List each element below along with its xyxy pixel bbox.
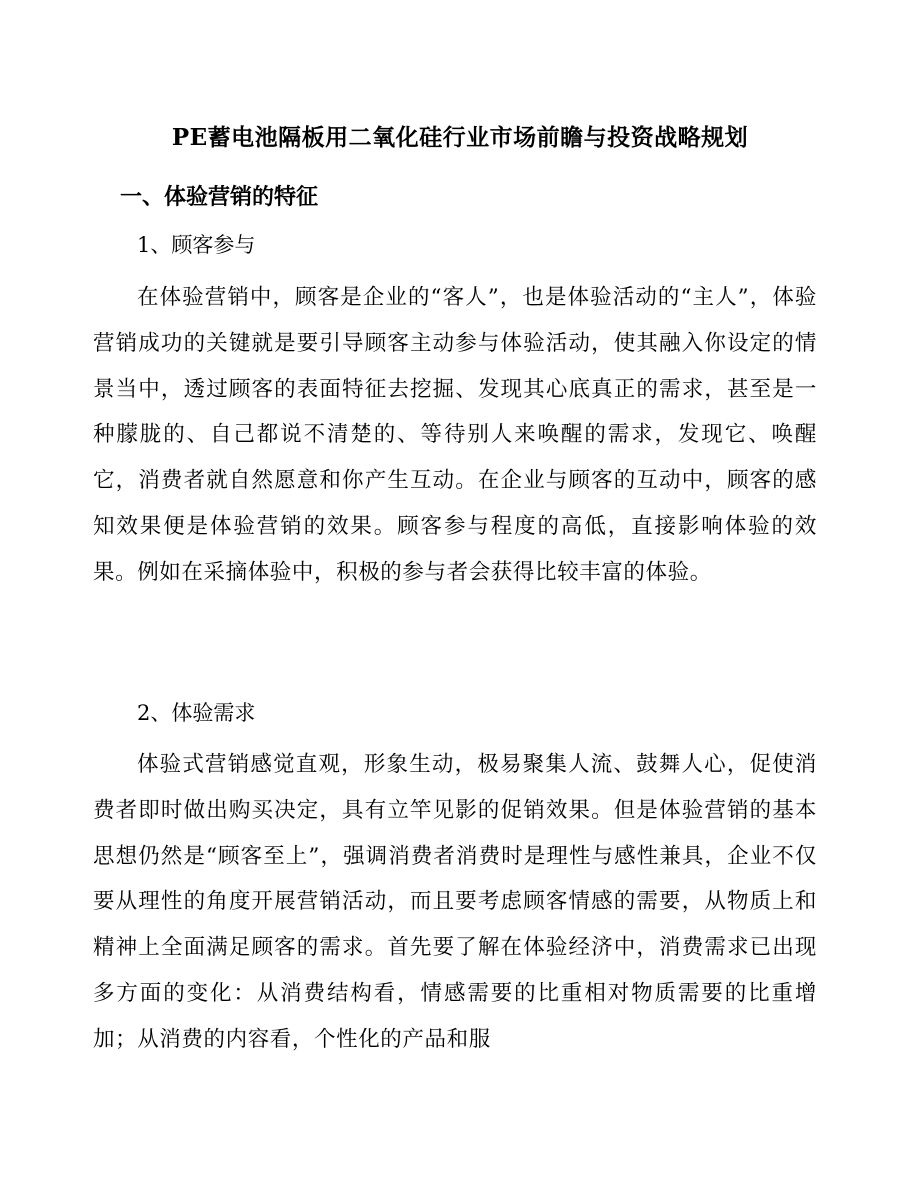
section-paragraph: 在体验营销中，顾客是企业的“客人”，也是体验活动的“主人”，体验营销成功的关键就是要引导顾客主动参与体验活动，使其融入你设定的情景当中，透过顾客的表面特征去挖掘、发现其心底真正的需求，甚至是一种朦胧的、自己都说不清楚的、等待别人来唤醒的需求，发现它、唤醒它，消费者就自然愿意和你产生互动。在企业与顾客的互动中，顾客的感知效果便是体验营销的效果。顾客参与程度的高低，直接影响体验的效果。例如在采摘体验中，积极的参与者会获得比较丰富的体验。 (93, 285, 817, 585)
section-heading: 2、体验需求 (137, 701, 256, 725)
chapter-heading: 一、体验营销的特征 (120, 184, 319, 210)
document-title: PE蓄电池隔板用二氧化硅行业市场前瞻与投资战略规划 (171, 124, 749, 151)
section-heading: 1、顾客参与 (137, 233, 256, 257)
section-paragraph: 体验式营销感觉直观，形象生动，极易聚集人流、鼓舞人心，促使消费者即时做出购买决定，具有立竿见影的促销效果。但是体验营销的基本思想仍然是“顾客至上”，强调消费者消费时是理性与感性兼具，企业不仅要从理性的角度开展营销活动，而且要考虑顾客情感的需要，从物质上和精神上全面满足顾客的需求。首先要了解在体验经济中，消费需求已出现多方面的变化：从消费结构看，情感需要的比重相对物质需要的比重增加；从消费的内容看，个性化的产品和服 (93, 752, 817, 1052)
